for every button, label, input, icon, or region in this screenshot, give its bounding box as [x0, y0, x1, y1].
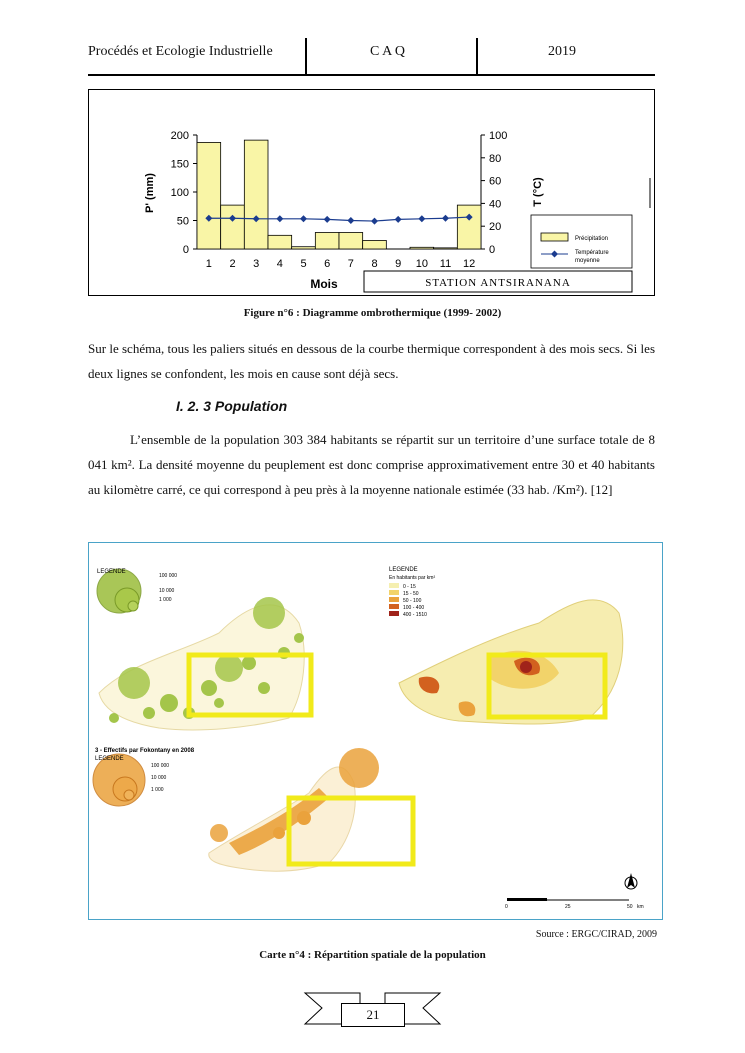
precipitation-bar	[221, 205, 245, 249]
map-svg	[89, 543, 662, 919]
header-separator	[476, 38, 478, 74]
x-tick-label: 7	[347, 258, 354, 270]
temperature-point	[418, 215, 425, 222]
y-tick-label: 100	[170, 187, 189, 199]
header-left: Procédés et Ecologie Industrielle	[88, 44, 273, 59]
legend-label: moyenne	[575, 258, 600, 264]
x-tick-label: 6	[324, 258, 331, 270]
y2-tick-label: 0	[489, 244, 496, 256]
map-legend-2-subtitle: En habitants par km²	[389, 575, 436, 581]
map-source: Source : ERGC/CIRAD, 2009	[535, 929, 657, 940]
paragraph-2: L’ensemble de la population 303 384 habitants se répartit sur un territoire d’une surface totale de 8 041 km². La densité moyenne du peuplement est donc comprise approximativement entre 30 et 40 habitants au kilomètre carré, ce qui correspond à peu près à la moyenne nationale estimée (33 hab. /Km²). [12]	[88, 432, 655, 497]
map-legend-3-value: 10 000	[151, 775, 167, 781]
north-arrow-icon	[625, 873, 637, 889]
map-legend-1-value: 10 000	[159, 588, 175, 594]
density-legend-label: 100 - 400	[403, 605, 425, 611]
y-tick-label: 150	[170, 158, 189, 171]
temperature-point	[276, 215, 283, 222]
density-legend-swatch	[389, 604, 399, 609]
y2-tick-label: 20	[489, 221, 502, 234]
temperature-point	[395, 216, 402, 223]
precipitation-bar	[457, 205, 481, 249]
density-legend-label: 400 - 1510	[403, 612, 427, 618]
scale-label: km	[637, 904, 644, 910]
y-tick-label: 200	[170, 130, 189, 142]
map-panel-effectifs	[97, 569, 311, 730]
paragraph-1: Sur le schéma, tous les paliers situés en dessous de la courbe thermique correspondent à des mois secs. Si les deux lignes se confondent, les mois en cause sont déjà secs.	[88, 341, 655, 381]
x-tick-label: 2	[229, 258, 236, 270]
y2-tick-label: 100	[489, 130, 508, 142]
temperature-point	[324, 216, 331, 223]
population-map	[88, 542, 663, 920]
legend-bar-swatch	[541, 233, 568, 241]
density-legend-label: 0 - 15	[403, 584, 416, 590]
x-tick-label: 4	[276, 258, 283, 270]
temperature-point	[347, 217, 354, 224]
map-legend-3-value: 100 000	[151, 763, 170, 769]
precipitation-bar	[363, 240, 387, 249]
density-legend-swatch	[389, 611, 399, 616]
x-tick-label: 12	[463, 258, 476, 270]
scale-label: 0	[505, 904, 508, 910]
map-legend-3-title: LEGENDE	[95, 756, 124, 762]
x-tick-label: 10	[415, 258, 428, 270]
header-separator	[305, 38, 307, 74]
page-header	[88, 38, 655, 76]
precipitation-bar	[292, 247, 316, 249]
y2-tick-label: 80	[489, 152, 502, 165]
map-panel-3-title: 3 - Effectifs par Fokontany en 2008	[95, 748, 195, 754]
precipitation-bar	[339, 232, 363, 249]
precipitation-bar	[197, 142, 221, 249]
y2-axis-label: T (°C)	[532, 177, 544, 207]
density-legend-swatch	[389, 597, 399, 602]
precipitation-bar	[410, 247, 434, 249]
map-scale-bar	[505, 898, 644, 910]
legend-label: Température	[575, 250, 609, 256]
x-tick-label: 5	[300, 258, 307, 270]
map-legend-3-value: 1 000	[151, 787, 164, 793]
precipitation-bar	[434, 248, 458, 249]
y-tick-label: 0	[182, 244, 189, 256]
y2-tick-label: 40	[489, 198, 502, 211]
station-title: STATION ANTSIRANANA	[425, 277, 571, 289]
map-legend-1-value: 1 000	[159, 597, 172, 603]
section-title: I. 2. 3 Population	[176, 398, 288, 414]
map-panel-densite	[389, 567, 623, 724]
x-tick-label: 3	[253, 258, 260, 270]
scale-label: 25	[565, 904, 571, 910]
temperature-point	[300, 215, 307, 222]
x-axis-label: Mois	[310, 277, 338, 291]
header-right: 2019	[548, 44, 576, 59]
legend-label: Précipitation	[575, 236, 609, 242]
chart-svg	[89, 90, 654, 295]
x-tick-label: 8	[371, 258, 378, 270]
y-axis-label: P' (mm)	[144, 173, 156, 213]
page-number: 21	[341, 1003, 405, 1027]
temperature-point	[371, 218, 378, 225]
x-tick-label: 1	[205, 258, 212, 270]
figure-caption: Figure n°6 : Diagramme ombrothermique (1999- 2002)	[243, 307, 502, 319]
map-legend-1-title: LEGENDE	[97, 569, 126, 575]
map-caption: Carte n°4 : Répartition spatiale de la population	[259, 949, 486, 961]
header-center: C A Q	[370, 44, 406, 59]
precipitation-bar	[244, 140, 268, 249]
density-legend-swatch	[389, 590, 399, 595]
y2-tick-label: 60	[489, 175, 502, 188]
density-legend-label: 50 - 100	[403, 598, 422, 604]
y-tick-label: 50	[176, 215, 189, 228]
density-legend-label: 15 - 50	[403, 591, 419, 597]
x-tick-label: 9	[395, 258, 402, 270]
x-tick-label: 11	[439, 258, 452, 270]
temperature-point	[442, 215, 449, 222]
precipitation-bar	[268, 235, 292, 249]
density-legend-swatch	[389, 583, 399, 588]
precipitation-bar	[315, 232, 339, 249]
ombrothermic-chart	[88, 89, 655, 296]
map-legend-2-title: LEGENDE	[389, 567, 418, 573]
map-legend-1-value: 100 000	[159, 573, 178, 579]
map-panel-fokontany	[93, 748, 413, 871]
scale-label: 50	[627, 904, 633, 910]
